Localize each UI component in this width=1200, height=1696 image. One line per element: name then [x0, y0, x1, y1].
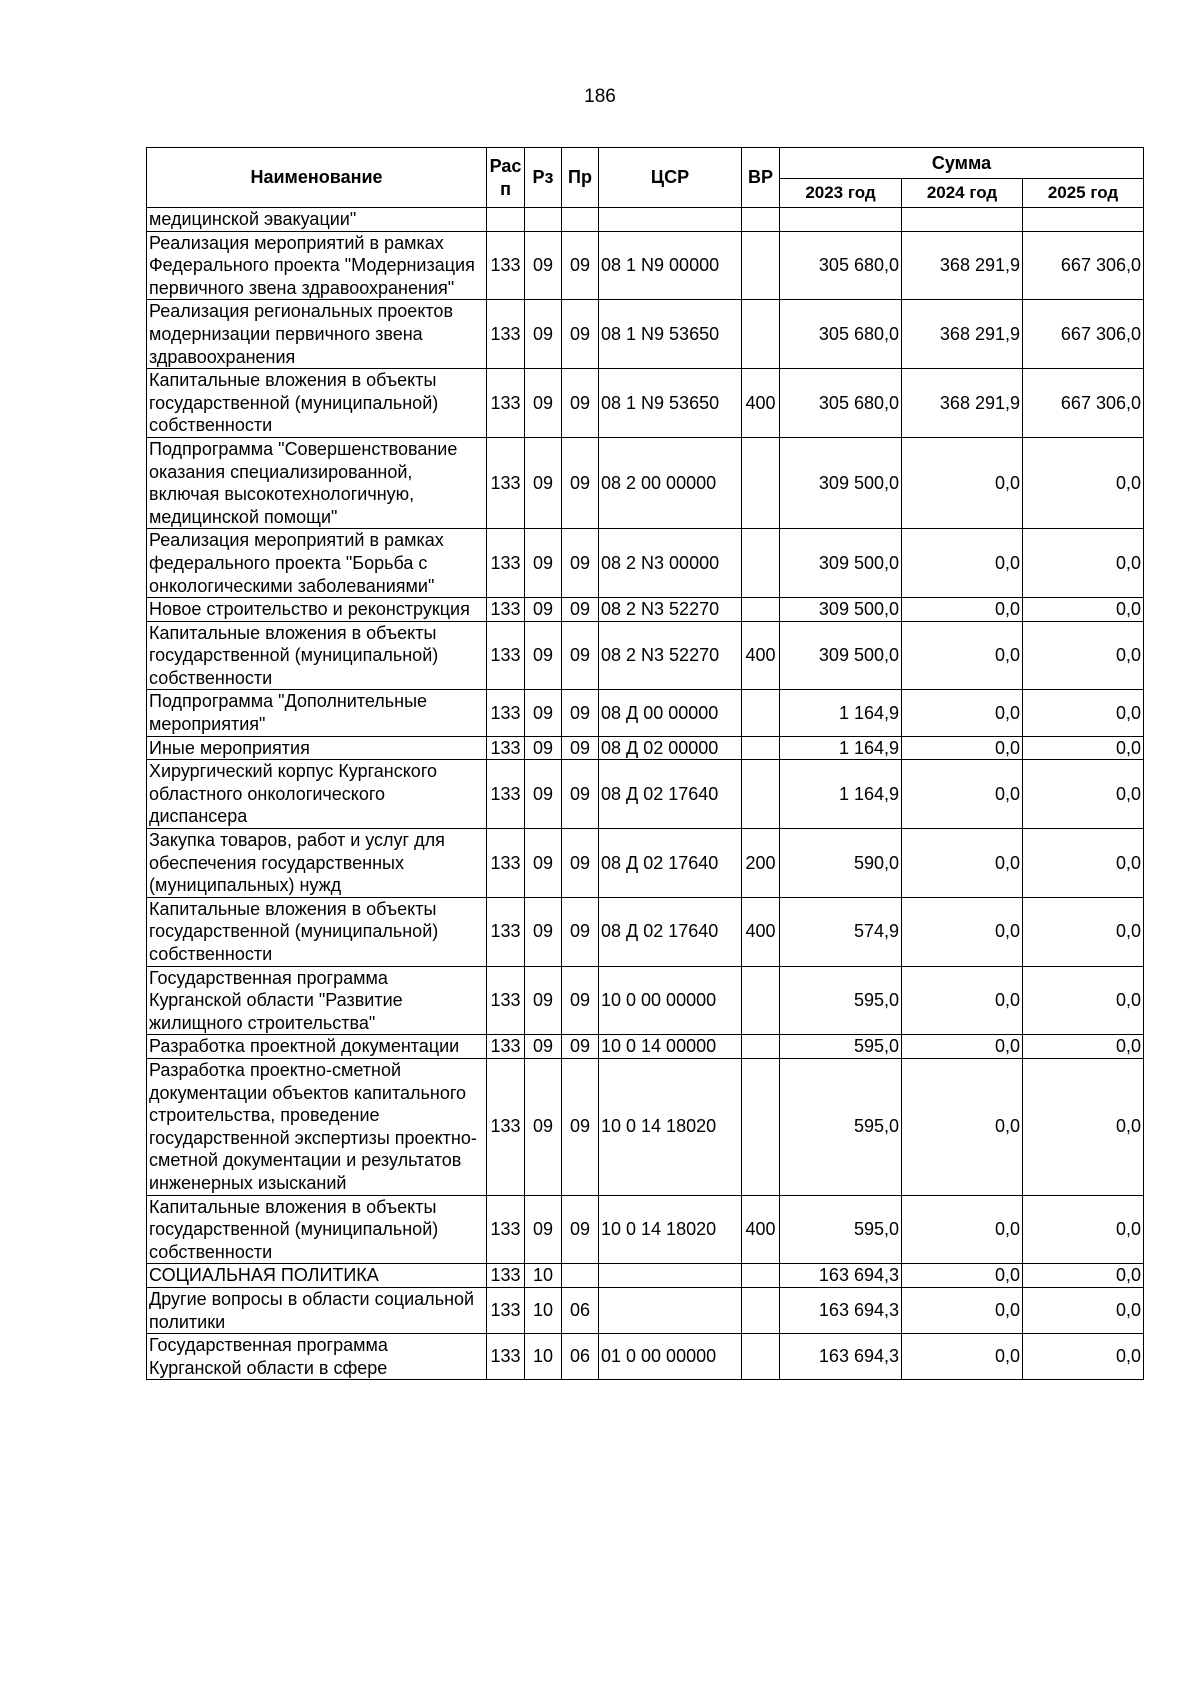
cell-vr	[742, 1264, 780, 1288]
cell-2023: 1 164,9	[780, 736, 902, 760]
cell-2024: 0,0	[902, 437, 1023, 528]
cell-rasp: 133	[487, 690, 525, 736]
cell-vr	[742, 760, 780, 829]
cell-2023: 309 500,0	[780, 437, 902, 528]
header-year-2023: 2023 год	[780, 179, 902, 208]
cell-2024: 368 291,9	[902, 300, 1023, 369]
cell-rasp: 133	[487, 437, 525, 528]
cell-name: Иные мероприятия	[147, 736, 487, 760]
header-pr: Пр	[562, 148, 599, 208]
cell-rz: 09	[525, 760, 562, 829]
cell-name: Капитальные вложения в объекты государственной (муниципальной) собственности	[147, 621, 487, 690]
cell-2024: 0,0	[902, 897, 1023, 966]
cell-pr: 09	[562, 598, 599, 622]
cell-csr: 08 Д 02 17640	[599, 829, 742, 898]
cell-rasp: 133	[487, 300, 525, 369]
cell-2023: 309 500,0	[780, 598, 902, 622]
cell-rasp	[487, 208, 525, 232]
cell-name: Капитальные вложения в объекты государственной (муниципальной) собственности	[147, 1195, 487, 1264]
cell-2025: 0,0	[1023, 621, 1144, 690]
cell-rz: 09	[525, 897, 562, 966]
cell-rasp: 133	[487, 231, 525, 300]
cell-pr: 09	[562, 1035, 599, 1059]
table-row	[147, 208, 1144, 232]
cell-rz: 09	[525, 369, 562, 438]
cell-rasp: 133	[487, 1058, 525, 1195]
cell-2023: 595,0	[780, 966, 902, 1035]
cell-2025: 0,0	[1023, 829, 1144, 898]
cell-rasp: 133	[487, 369, 525, 438]
cell-pr: 09	[562, 897, 599, 966]
cell-rz: 09	[525, 966, 562, 1035]
cell-vr: 400	[742, 621, 780, 690]
cell-2023: 309 500,0	[780, 529, 902, 598]
cell-pr: 09	[562, 736, 599, 760]
cell-vr	[742, 1334, 780, 1380]
cell-rz: 09	[525, 231, 562, 300]
header-year-2024: 2024 год	[902, 179, 1023, 208]
table-row	[147, 437, 1144, 528]
cell-rz: 09	[525, 690, 562, 736]
cell-2025: 0,0	[1023, 529, 1144, 598]
header-vr: ВР	[742, 148, 780, 208]
cell-name: Закупка товаров, работ и услуг для обеспечения государственных (муниципальных) нужд	[147, 829, 487, 898]
cell-rasp: 133	[487, 897, 525, 966]
cell-2024: 0,0	[902, 1195, 1023, 1264]
cell-rasp: 133	[487, 736, 525, 760]
cell-rasp: 133	[487, 1264, 525, 1288]
cell-csr	[599, 1264, 742, 1288]
cell-csr: 01 0 00 00000	[599, 1334, 742, 1380]
cell-rz: 09	[525, 1035, 562, 1059]
cell-2025: 667 306,0	[1023, 369, 1144, 438]
cell-pr: 09	[562, 231, 599, 300]
cell-2023: 595,0	[780, 1195, 902, 1264]
cell-2025: 0,0	[1023, 1287, 1144, 1333]
cell-vr	[742, 437, 780, 528]
cell-2025: 667 306,0	[1023, 231, 1144, 300]
cell-name: Государственная программа Курганской области "Развитие жилищного строительства"	[147, 966, 487, 1035]
cell-rz: 09	[525, 300, 562, 369]
table-row	[147, 829, 1144, 898]
table-row	[147, 300, 1144, 369]
cell-csr: 08 2 00 00000	[599, 437, 742, 528]
table-row	[147, 621, 1144, 690]
cell-rz: 10	[525, 1264, 562, 1288]
cell-csr: 08 2 N3 52270	[599, 598, 742, 622]
cell-vr	[742, 1058, 780, 1195]
cell-pr: 06	[562, 1287, 599, 1333]
cell-name: Разработка проектно-сметной документации объектов капитального строительства, проведение государственной экспертизы проектно-сметной документации и результатов инженерных изысканий	[147, 1058, 487, 1195]
cell-name: Подпрограмма "Дополнительные мероприятия"	[147, 690, 487, 736]
cell-2025: 0,0	[1023, 760, 1144, 829]
header-rz: Рз	[525, 148, 562, 208]
cell-2025: 0,0	[1023, 966, 1144, 1035]
cell-name: СОЦИАЛЬНАЯ ПОЛИТИКА	[147, 1264, 487, 1288]
cell-rz: 09	[525, 1195, 562, 1264]
table-row	[147, 1195, 1144, 1264]
header-csr: ЦСР	[599, 148, 742, 208]
budget-table	[146, 147, 1144, 1380]
cell-2025: 0,0	[1023, 598, 1144, 622]
cell-name: Другие вопросы в области социальной политики	[147, 1287, 487, 1333]
cell-rz: 09	[525, 736, 562, 760]
cell-2023: 1 164,9	[780, 690, 902, 736]
table-row	[147, 760, 1144, 829]
cell-rz: 09	[525, 437, 562, 528]
table-row	[147, 598, 1144, 622]
table-row	[147, 1058, 1144, 1195]
cell-csr: 10 0 14 18020	[599, 1195, 742, 1264]
table-row	[147, 736, 1144, 760]
cell-2025: 0,0	[1023, 736, 1144, 760]
cell-2024: 0,0	[902, 1334, 1023, 1380]
cell-name: Реализация региональных проектов модернизации первичного звена здравоохранения	[147, 300, 487, 369]
cell-2023: 305 680,0	[780, 231, 902, 300]
cell-vr: 400	[742, 1195, 780, 1264]
table-row	[147, 1287, 1144, 1333]
cell-2025	[1023, 208, 1144, 232]
cell-2024: 0,0	[902, 1058, 1023, 1195]
cell-name: Капитальные вложения в объекты государственной (муниципальной) собственности	[147, 369, 487, 438]
cell-name: медицинской эвакуации"	[147, 208, 487, 232]
cell-2025: 0,0	[1023, 1334, 1144, 1380]
cell-rz: 10	[525, 1287, 562, 1333]
cell-vr: 400	[742, 897, 780, 966]
cell-rasp: 133	[487, 1035, 525, 1059]
table-row	[147, 690, 1144, 736]
cell-2025: 0,0	[1023, 1264, 1144, 1288]
cell-csr: 08 Д 02 17640	[599, 760, 742, 829]
cell-vr: 200	[742, 829, 780, 898]
cell-rz	[525, 208, 562, 232]
cell-2023: 590,0	[780, 829, 902, 898]
cell-2025: 0,0	[1023, 1058, 1144, 1195]
cell-vr	[742, 690, 780, 736]
cell-vr	[742, 231, 780, 300]
cell-pr: 09	[562, 1195, 599, 1264]
cell-csr: 08 Д 02 17640	[599, 897, 742, 966]
cell-2023: 163 694,3	[780, 1264, 902, 1288]
cell-vr	[742, 736, 780, 760]
cell-pr: 09	[562, 369, 599, 438]
cell-2023: 305 680,0	[780, 300, 902, 369]
cell-csr	[599, 1287, 742, 1333]
cell-csr: 10 0 00 00000	[599, 966, 742, 1035]
cell-csr: 08 1 N9 53650	[599, 300, 742, 369]
cell-pr: 09	[562, 437, 599, 528]
cell-csr: 08 2 N3 00000	[599, 529, 742, 598]
cell-name: Капитальные вложения в объекты государственной (муниципальной) собственности	[147, 897, 487, 966]
cell-2025: 0,0	[1023, 1035, 1144, 1059]
cell-2025: 0,0	[1023, 1195, 1144, 1264]
cell-2024: 0,0	[902, 1287, 1023, 1333]
cell-pr: 09	[562, 621, 599, 690]
cell-rasp: 133	[487, 1195, 525, 1264]
cell-name: Разработка проектной документации	[147, 1035, 487, 1059]
cell-2025: 667 306,0	[1023, 300, 1144, 369]
table-row	[147, 369, 1144, 438]
cell-2024: 0,0	[902, 736, 1023, 760]
cell-2024: 0,0	[902, 598, 1023, 622]
cell-csr: 08 1 N9 53650	[599, 369, 742, 438]
cell-2023: 1 164,9	[780, 760, 902, 829]
cell-vr	[742, 208, 780, 232]
cell-vr: 400	[742, 369, 780, 438]
cell-2024	[902, 208, 1023, 232]
cell-csr: 10 0 14 18020	[599, 1058, 742, 1195]
cell-rasp: 133	[487, 760, 525, 829]
cell-2025: 0,0	[1023, 897, 1144, 966]
cell-csr: 10 0 14 00000	[599, 1035, 742, 1059]
cell-vr	[742, 1287, 780, 1333]
cell-2023	[780, 208, 902, 232]
cell-2024: 0,0	[902, 760, 1023, 829]
cell-name: Новое строительство и реконструкция	[147, 598, 487, 622]
cell-2023: 163 694,3	[780, 1334, 902, 1380]
cell-rz: 09	[525, 1058, 562, 1195]
header-rasp: Рас п	[487, 148, 525, 208]
cell-rasp: 133	[487, 598, 525, 622]
header-year-2025: 2025 год	[1023, 179, 1144, 208]
cell-pr: 09	[562, 829, 599, 898]
cell-vr	[742, 529, 780, 598]
page-number: 186	[584, 86, 616, 107]
cell-rasp: 133	[487, 966, 525, 1035]
header-sum: Сумма	[780, 148, 1144, 179]
cell-2025: 0,0	[1023, 437, 1144, 528]
table-row	[147, 1334, 1144, 1380]
cell-2024: 0,0	[902, 690, 1023, 736]
cell-2023: 574,9	[780, 897, 902, 966]
cell-name: Государственная программа Курганской области в сфере	[147, 1334, 487, 1380]
cell-2024: 0,0	[902, 1035, 1023, 1059]
cell-csr: 08 Д 00 00000	[599, 690, 742, 736]
cell-rz: 09	[525, 621, 562, 690]
cell-2023: 595,0	[780, 1035, 902, 1059]
cell-2024: 368 291,9	[902, 231, 1023, 300]
cell-pr: 09	[562, 760, 599, 829]
cell-2024: 368 291,9	[902, 369, 1023, 438]
cell-vr	[742, 966, 780, 1035]
cell-pr: 09	[562, 1058, 599, 1195]
cell-rz: 09	[525, 598, 562, 622]
cell-csr: 08 Д 02 00000	[599, 736, 742, 760]
cell-vr	[742, 598, 780, 622]
cell-pr: 06	[562, 1334, 599, 1380]
cell-pr: 09	[562, 529, 599, 598]
table-row	[147, 1264, 1144, 1288]
table-body	[147, 208, 1144, 1380]
cell-rasp: 133	[487, 829, 525, 898]
cell-2023: 305 680,0	[780, 369, 902, 438]
cell-2024: 0,0	[902, 621, 1023, 690]
cell-rz: 09	[525, 829, 562, 898]
cell-name: Подпрограмма "Совершенствование оказания специализированной, включая высокотехнологичную, медицинской помощи"	[147, 437, 487, 528]
cell-2024: 0,0	[902, 829, 1023, 898]
cell-2023: 595,0	[780, 1058, 902, 1195]
table-row	[147, 966, 1144, 1035]
cell-pr: 09	[562, 966, 599, 1035]
table-row	[147, 529, 1144, 598]
cell-2023: 309 500,0	[780, 621, 902, 690]
cell-2025: 0,0	[1023, 690, 1144, 736]
cell-rasp: 133	[487, 1334, 525, 1380]
cell-rasp: 133	[487, 1287, 525, 1333]
cell-name: Реализация мероприятий в рамках Федерального проекта "Модернизация первичного звена здравоохранения"	[147, 231, 487, 300]
cell-vr	[742, 300, 780, 369]
cell-rasp: 133	[487, 621, 525, 690]
cell-2024: 0,0	[902, 1264, 1023, 1288]
cell-csr: 08 2 N3 52270	[599, 621, 742, 690]
cell-2024: 0,0	[902, 966, 1023, 1035]
cell-pr	[562, 1264, 599, 1288]
cell-pr: 09	[562, 300, 599, 369]
cell-csr	[599, 208, 742, 232]
cell-csr: 08 1 N9 00000	[599, 231, 742, 300]
cell-rasp: 133	[487, 529, 525, 598]
header-name: Наименование	[147, 148, 487, 208]
table-header	[147, 148, 1144, 208]
table-row	[147, 1035, 1144, 1059]
table-row	[147, 897, 1144, 966]
cell-rz: 10	[525, 1334, 562, 1380]
cell-rz: 09	[525, 529, 562, 598]
cell-2023: 163 694,3	[780, 1287, 902, 1333]
cell-vr	[742, 1035, 780, 1059]
cell-name: Реализация мероприятий в рамках федерального проекта "Борьба с онкологическими заболеваниями"	[147, 529, 487, 598]
table-row	[147, 231, 1144, 300]
cell-2024: 0,0	[902, 529, 1023, 598]
cell-pr	[562, 208, 599, 232]
cell-name: Хирургический корпус Курганского областного онкологического диспансера	[147, 760, 487, 829]
cell-pr: 09	[562, 690, 599, 736]
